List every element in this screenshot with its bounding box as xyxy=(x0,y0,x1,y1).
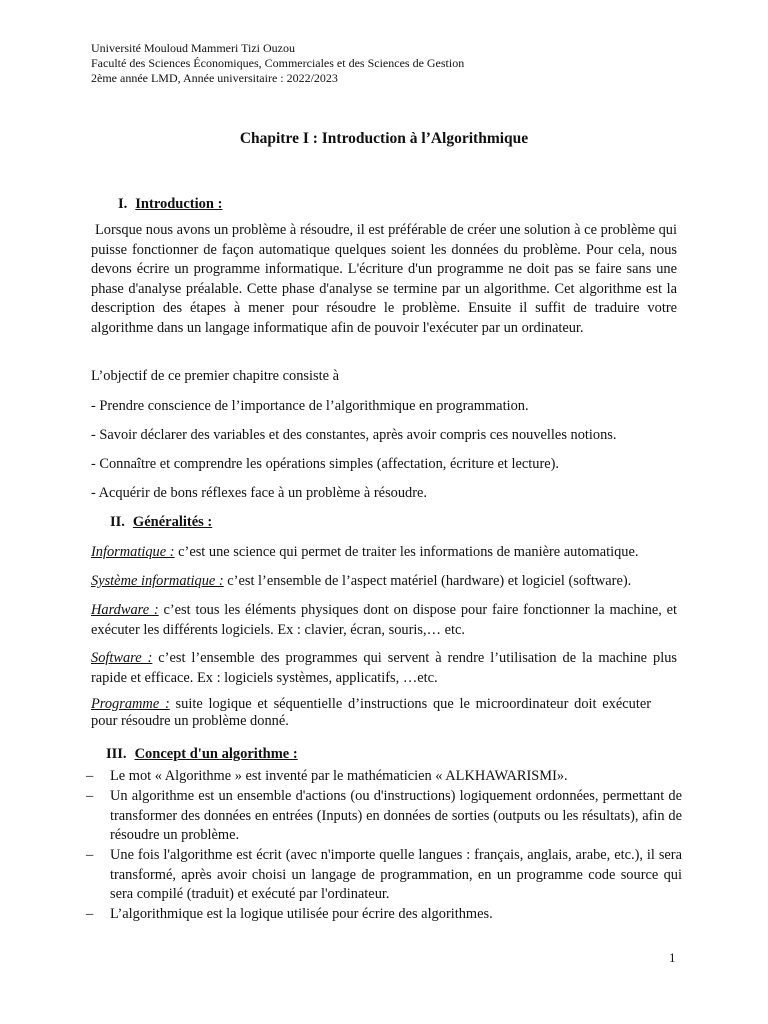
definition-systeme xyxy=(91,572,677,592)
objective-line: L’objectif de ce premier chapitre consiste à xyxy=(91,368,339,384)
page-header xyxy=(91,41,464,86)
bullet-dash: – xyxy=(86,788,94,804)
definition-software xyxy=(91,649,677,688)
section-heading-introduction xyxy=(118,196,222,213)
definition-term: Hardware : xyxy=(91,602,159,618)
section-label: Introduction : xyxy=(135,196,223,212)
bullet-text: L’algorithmique est la logique utilisée pour écrire des algorithmes. xyxy=(110,906,493,922)
concept-bullet xyxy=(86,787,682,846)
objective-item: - Acquérir de bons réflexes face à un problème à résoudre. xyxy=(91,485,428,501)
header-faculty: Faculté des Sciences Économiques, Commerciales et des Sciences de Gestion xyxy=(91,56,465,70)
definition-text: c’est l’ensemble de l’aspect matériel (hardware) et logiciel (software). xyxy=(223,573,632,589)
objective-item: - Savoir déclarer des variables et des constantes, après avoir compris ces nouvelles notions. xyxy=(91,427,617,443)
definition-term: Système informatique : xyxy=(91,573,224,589)
definition-term: Software : xyxy=(91,650,153,666)
objective-item: - Prendre conscience de l’importance de l’algorithmique en programmation. xyxy=(91,398,529,414)
definition-informatique xyxy=(91,543,677,563)
page-number: 1 xyxy=(669,950,676,965)
definition-text: suite logique et séquentielle d’instructions que le microordinateur doit exécuter pour résoudre un problème donné. xyxy=(91,696,652,729)
introduction-paragraph: Lorsque nous avons un problème à résoudre, il est préférable de créer une solution à ce problème qui puisse fonctionner de façon automatique quelques soient les données du problème. Pour cela, nous devons écrire un programme informatique. L'écriture d'un programme ne doit pas se faire sans une phase d'analyse préalable. Cette phase d'analyse se termine par un algorithme. Cet algorithme est la description des étapes à mener pour résoudre le problème. Ensuite il suffit de traduire votre algorithme dans un langage informatique afin de pouvoir l'exécuter par un ordinateur. xyxy=(91,222,677,336)
section-number: I. xyxy=(118,196,128,212)
bullet-dash: – xyxy=(86,847,94,863)
definition-programme xyxy=(91,696,651,730)
chapter-title: Chapitre I : Introduction à l’Algorithmique xyxy=(239,130,529,147)
bullet-dash: – xyxy=(86,906,94,922)
definition-text: c’est une science qui permet de traiter les informations de manière automatique. xyxy=(174,544,639,560)
bullet-text: Un algorithme est un ensemble d'actions (ou d'instructions) logiquement ordonnées, permettant de transformer des données en entrées (Inputs) en données de sorties (outputs ou les résultats), afin de résoudre un problème. xyxy=(110,788,682,843)
section-number: III. xyxy=(106,746,127,762)
definition-hardware xyxy=(91,601,677,640)
concept-bullet xyxy=(86,905,682,925)
objective-item: - Connaître et comprendre les opérations simples (affectation, écriture et lecture). xyxy=(91,456,560,472)
definition-text: c’est l’ensemble des programmes qui servent à rendre l’utilisation de la machine plus rapide et efficace. Ex : logiciels systèmes, applicatifs, …etc. xyxy=(91,650,677,686)
definition-term: Programme : xyxy=(91,696,170,712)
section-label: Concept d'un algorithme : xyxy=(134,746,298,762)
bullet-dash: – xyxy=(86,768,94,784)
bullet-text: Une fois l'algorithme est écrit (avec n'importe quelle langues : français, anglais, arabe, etc.), il sera transformé, après avoir choisi un langage de programmation, en un programme code source qui sera compilé (traduit) et exécuté par l'ordinateur. xyxy=(110,847,682,902)
bullet-text: Le mot « Algorithme » est inventé par le mathématicien « ALKHAWARISMI». xyxy=(110,768,568,784)
section-number: II. xyxy=(110,514,125,530)
section-heading-generalites xyxy=(110,514,212,531)
section-heading-concept xyxy=(106,746,298,763)
header-university: Université Mouloud Mammeri Tizi Ouzou xyxy=(91,41,295,55)
definition-text: c’est tous les éléments physiques dont on dispose pour faire fonctionner la machine, et exécuter les différents logiciels. Ex : clavier, écran, souris,… etc. xyxy=(91,602,677,638)
concept-bullet xyxy=(86,767,682,787)
section-label: Généralités : xyxy=(132,514,213,530)
concept-bullet xyxy=(86,846,682,905)
header-year: 2ème année LMD, Année universitaire : 2022/2023 xyxy=(91,71,338,85)
definition-term: Informatique : xyxy=(91,544,175,560)
